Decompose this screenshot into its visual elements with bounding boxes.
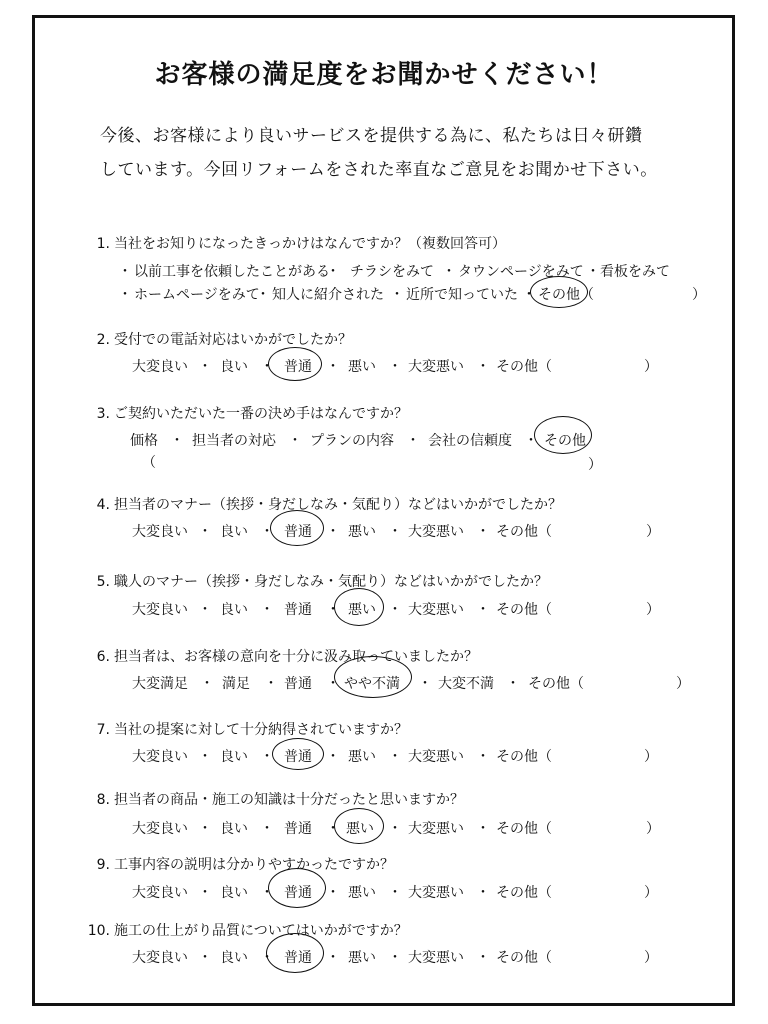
question-7 [82, 719, 408, 739]
question-text: 受付での電話対応はいかがでしたか？ [114, 332, 352, 348]
bullet: ・ [260, 821, 274, 837]
option[interactable]: その他（ [496, 602, 552, 618]
close-paren: ） [644, 885, 658, 901]
bullet: ・ [256, 287, 270, 303]
close-paren: ） [646, 524, 660, 540]
bullet: ・ [170, 433, 184, 449]
option[interactable]: 大変良い [132, 749, 188, 765]
bullet: ・ [476, 749, 490, 765]
option[interactable]: ホームページをみて [134, 287, 260, 303]
question-number: 5. [96, 574, 110, 590]
question-number: 1. [96, 236, 110, 252]
option[interactable]: 悪い [348, 602, 376, 618]
question-1 [82, 233, 506, 253]
option[interactable]: 大変悪い [408, 359, 464, 375]
option[interactable]: その他（ [496, 885, 552, 901]
question-text: 担当者は、お客様の意向を十分に汲み取っていましたか？ [114, 649, 478, 665]
option[interactable]: その他（ [496, 950, 552, 966]
survey-title: お客様の満足度をお聞かせください！ [154, 60, 614, 90]
option[interactable]: 大変悪い [408, 821, 464, 837]
bullet: ・ [288, 433, 302, 449]
option[interactable]: 良い [220, 821, 248, 837]
bullet: ・ [118, 287, 132, 303]
bullet: ・ [388, 821, 402, 837]
option[interactable]: 悪い [348, 950, 376, 966]
bullet: ・ [388, 749, 402, 765]
bullet: ・ [264, 676, 278, 692]
bullet: ・ [260, 885, 274, 901]
question-10 [82, 920, 408, 940]
option[interactable]: 普通 [284, 602, 312, 618]
bullet: ・ [326, 749, 340, 765]
close-paren: ） [646, 821, 660, 837]
option[interactable]: 良い [220, 602, 248, 618]
bullet: ・ [442, 264, 456, 280]
bullet: ・ [476, 524, 490, 540]
option[interactable]: 近所で知っていた [406, 287, 518, 303]
bullet: ・ [476, 950, 490, 966]
bullet: ・ [476, 602, 490, 618]
option[interactable]: 看板をみて [600, 264, 670, 280]
option[interactable]: 価格 [130, 433, 158, 449]
option[interactable]: 普通 [284, 676, 312, 692]
option[interactable]: 会社の信頼度 [428, 433, 512, 449]
question-text: 担当者のマナー（挨拶・身だしなみ・気配り）などはいかがでしたか？ [114, 497, 562, 513]
bullet: ・ [260, 602, 274, 618]
question-2 [82, 329, 352, 349]
close-paren: ） [646, 602, 660, 618]
question-number: 10. [87, 923, 110, 939]
question-number: 6. [96, 649, 110, 665]
bullet: ・ [326, 885, 340, 901]
option[interactable]: 普通 [284, 524, 312, 540]
option[interactable]: プランの内容 [310, 433, 394, 449]
question-text: ご契約いただいた一番の決め手はなんですか？ [114, 406, 408, 422]
question-text: 担当者の商品・施工の知識は十分だったと思いますか？ [114, 792, 464, 808]
bullet: ・ [200, 676, 214, 692]
question-text: 職人のマナー（挨拶・身だしなみ・気配り）などはいかがでしたか？ [114, 574, 548, 590]
question-8 [82, 789, 464, 809]
bullet: ・ [260, 950, 274, 966]
option[interactable]: 以前工事を依頼したことがある [134, 264, 330, 280]
open-paren: （ [142, 455, 156, 471]
option[interactable]: 大変悪い [408, 602, 464, 618]
option[interactable]: 大変良い [132, 950, 188, 966]
bullet: ・ [326, 602, 340, 618]
option[interactable]: 担当者の対応 [192, 433, 276, 449]
option[interactable]: その他 [544, 433, 586, 449]
question-number: 2. [96, 332, 110, 348]
question-text: 工事内容の説明は分かりやすかったですか？ [114, 857, 394, 873]
option[interactable]: 普通 [284, 359, 312, 375]
option[interactable]: 良い [220, 524, 248, 540]
question-text: 当社の提案に対して十分納得されていますか？ [114, 722, 408, 738]
question-4 [82, 494, 562, 514]
option[interactable]: 良い [220, 950, 248, 966]
option[interactable]: 悪い [348, 524, 376, 540]
option[interactable]: 大変悪い [408, 524, 464, 540]
option[interactable]: 大変不満 [438, 676, 494, 692]
question-number: 7. [96, 722, 110, 738]
intro-line-2: しています。今回リフォームをされた率直なご意見をお聞かせ下さい。 [100, 160, 658, 180]
option[interactable]: 大変満足 [132, 676, 188, 692]
option[interactable]: 大変良い [132, 524, 188, 540]
bullet: ・ [198, 524, 212, 540]
bullet: ・ [388, 602, 402, 618]
bullet: ・ [476, 821, 490, 837]
option[interactable]: 大変悪い [408, 950, 464, 966]
bullet: ・ [260, 749, 274, 765]
bullet: ・ [418, 676, 432, 692]
option[interactable]: 普通 [284, 950, 312, 966]
option[interactable]: 知人に紹介された [272, 287, 384, 303]
bullet: ・ [390, 287, 404, 303]
option[interactable]: 大変悪い [408, 749, 464, 765]
bullet: ・ [326, 676, 340, 692]
option[interactable]: その他（ [496, 359, 552, 375]
close-paren: ） [644, 749, 658, 765]
bullet: ・ [388, 359, 402, 375]
question-number: 9. [96, 857, 110, 873]
bullet: ・ [198, 602, 212, 618]
intro-line-1: 今後、お客様により良いサービスを提供する為に、私たちは日々研鑽 [100, 126, 643, 146]
option[interactable]: 良い [220, 359, 248, 375]
option[interactable]: 良い [220, 885, 248, 901]
option[interactable]: その他（ [496, 749, 552, 765]
option[interactable]: 悪い [348, 749, 376, 765]
bullet: ・ [388, 950, 402, 966]
question-text: 施工の仕上がり品質についてはいかがですか？ [114, 923, 408, 939]
bullet: ・ [260, 359, 274, 375]
bullet: ・ [476, 359, 490, 375]
option[interactable]: その他（ [496, 821, 552, 837]
option[interactable]: 普通 [284, 821, 312, 837]
option[interactable]: 大変良い [132, 359, 188, 375]
close-paren: ） [644, 950, 658, 966]
bullet: ・ [522, 287, 536, 303]
close-paren: ） [692, 287, 706, 303]
bullet: ・ [388, 524, 402, 540]
option[interactable]: 普通 [284, 885, 312, 901]
option[interactable]: 大変悪い [408, 885, 464, 901]
bullet: ・ [524, 433, 538, 449]
option[interactable]: 悪い [348, 885, 376, 901]
bullet: ・ [326, 950, 340, 966]
bullet: ・ [260, 524, 274, 540]
question-text: 当社をお知りになったきっかけはなんですか？（複数回答可） [114, 236, 506, 252]
option[interactable]: 大変良い [132, 821, 188, 837]
close-paren: ） [588, 457, 602, 473]
bullet: ・ [326, 524, 340, 540]
question-3 [82, 403, 408, 423]
close-paren: ） [644, 359, 658, 375]
option[interactable]: チラシをみて [350, 264, 434, 280]
question-number: 8. [96, 792, 110, 808]
bullet: ・ [198, 749, 212, 765]
option[interactable]: 大変良い [132, 602, 188, 618]
bullet: ・ [388, 885, 402, 901]
option[interactable]: その他（ [528, 676, 584, 692]
option[interactable]: その他（ [496, 524, 552, 540]
question-5 [82, 571, 548, 591]
question-number: 3. [96, 406, 110, 422]
option[interactable]: 大変良い [132, 885, 188, 901]
bullet: ・ [198, 885, 212, 901]
bullet: ・ [406, 433, 420, 449]
bullet: ・ [586, 264, 600, 280]
close-paren: ） [676, 676, 690, 692]
bullet: ・ [198, 950, 212, 966]
question-9 [82, 854, 394, 874]
option[interactable]: タウンページをみて [458, 264, 584, 280]
bullet: ・ [118, 264, 132, 280]
bullet: ・ [326, 264, 340, 280]
bullet: ・ [326, 359, 340, 375]
question-number: 4. [96, 497, 110, 513]
option[interactable]: 良い [220, 749, 248, 765]
option[interactable]: 普通 [284, 749, 312, 765]
bullet: ・ [506, 676, 520, 692]
question-6 [82, 646, 478, 666]
bullet: ・ [476, 885, 490, 901]
bullet: ・ [198, 359, 212, 375]
option[interactable]: やや不満 [344, 676, 400, 692]
option[interactable]: その他（ [538, 287, 594, 303]
bullet: ・ [326, 821, 340, 837]
option[interactable]: 悪い [346, 821, 374, 837]
bullet: ・ [198, 821, 212, 837]
option[interactable]: 悪い [348, 359, 376, 375]
option[interactable]: 満足 [222, 676, 250, 692]
